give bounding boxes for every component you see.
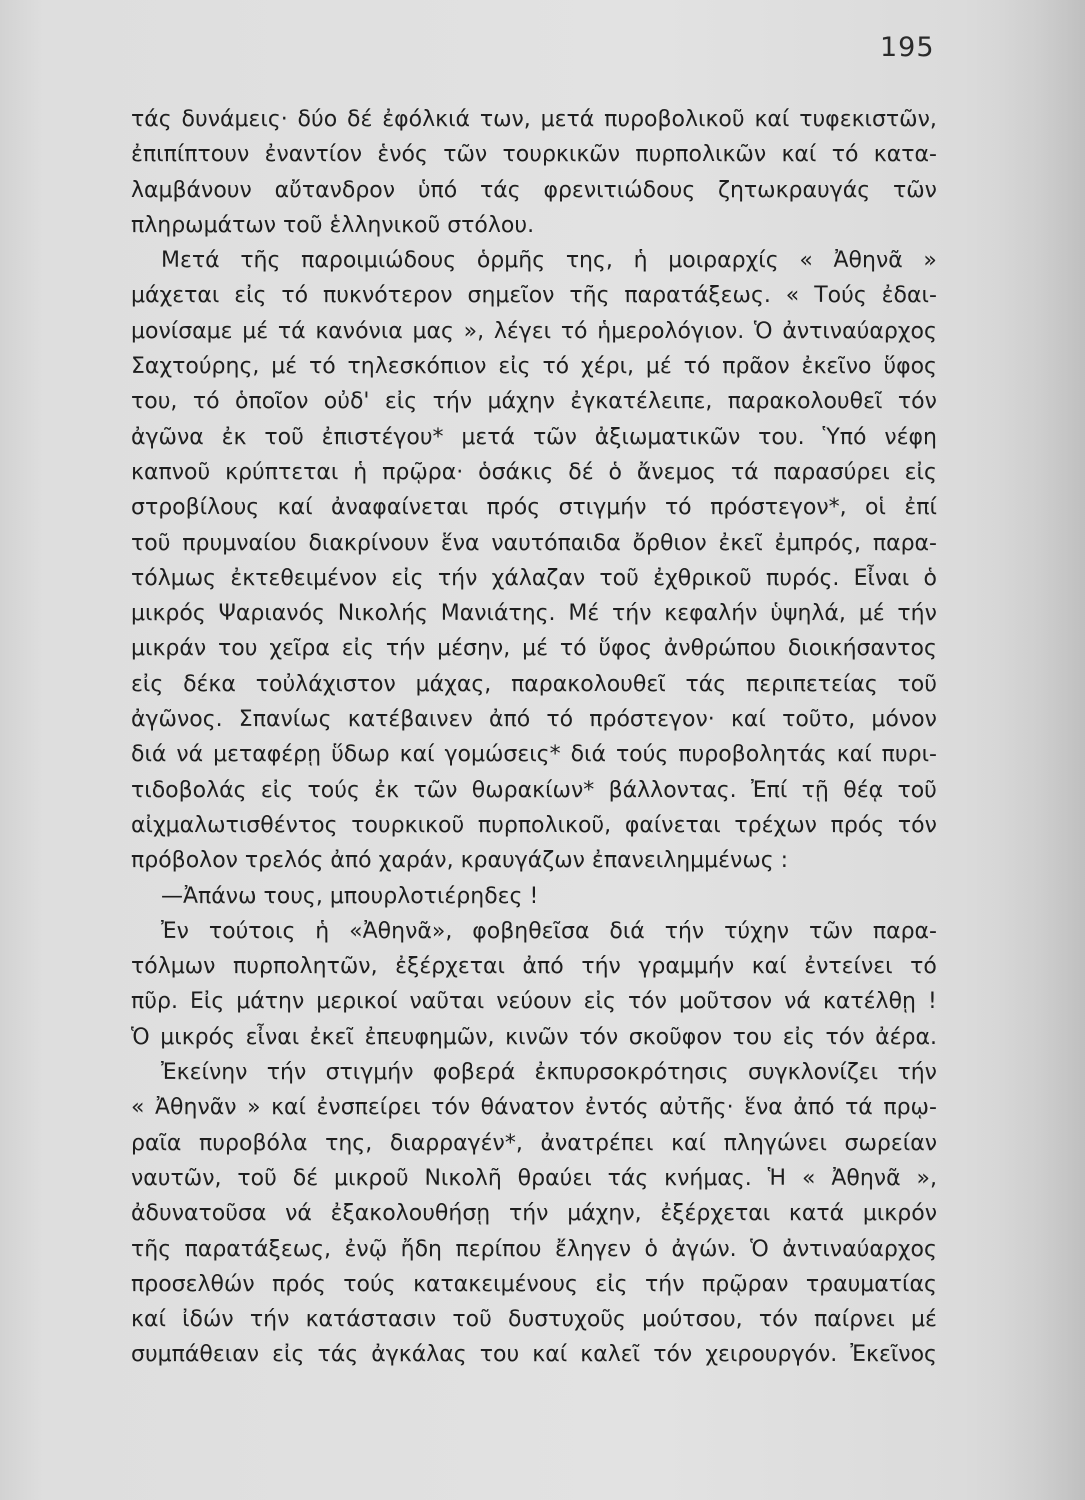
text-line: του, τό ὁποῖον οὐδ' εἰς τήν μάχην ἐγκατέλειπε, παρακολουθεῖ τόν xyxy=(131,389,937,415)
text-line: Ἐκείνην τήν στιγμήν φοβερά ἐκπυρσοκρότησις συγκλονίζει τήν xyxy=(161,1060,937,1086)
text-line: μικράν του χεῖρα εἰς τήν μέσην, μέ τό ὕφος ἀνθρώπου διοικήσαντος xyxy=(131,636,937,662)
text-line: τῆς παρατάξεως, ἐνῷ ἤδη περίπου ἔληγεν ὁ ἀγών. Ὁ ἀντιναύαρχος xyxy=(131,1236,937,1262)
text-line: τάς δυνάμεις· δύο δέ ἐφόλκιά των, μετά πυροβολικοῦ καί τυφεκιστῶν, xyxy=(131,107,937,132)
text-line: —Ἀπάνω τους, μπουρλοτιέρηδες ! xyxy=(161,883,539,909)
text-line: μονίσαμε μέ τά κανόνια μας », λέγει τό ἡμερολόγιον. Ὁ ἀντιναύαρχος xyxy=(131,318,937,344)
text-line: στροβίλους καί ἀναφαίνεται πρός στιγμήν τό πρόστεγον*, οἱ ἐπί xyxy=(131,495,937,521)
text-line: πρόβολον τρελός ἀπό χαράν, κραυγάζων ἐπανειλημμένως : xyxy=(131,848,789,874)
text-line: ἀγῶνα ἐκ τοῦ ἐπιστέγου* μετά τῶν ἀξιωματικῶν του. Ὑπό νέφη xyxy=(131,424,937,450)
text-line: εἰς δέκα τοὐλάχιστον μάχας, παρακολουθεῖ τάς περιπετείας τοῦ xyxy=(131,671,937,697)
text-line: « Ἀθηνᾶν » καί ἐνσπείρει τόν θάνατον ἐντός αὐτῆς· ἕνα ἀπό τά πρῳ- xyxy=(131,1095,937,1121)
text-line: τόλμως ἐκτεθειμένον εἰς τήν χάλαζαν τοῦ ἐχθρικοῦ πυρός. Εἶναι ὁ xyxy=(131,565,937,591)
text-line: αἰχμαλωτισθέντος τουρκικοῦ πυρπολικοῦ, φαίνεται τρέχων πρός τόν xyxy=(131,812,937,838)
text-line: ἀδυνατοῦσα νά ἐξακολουθήσῃ τήν μάχην, ἐξέρχεται κατά μικρόν xyxy=(131,1201,937,1227)
text-line: συμπάθειαν εἰς τάς ἀγκάλας του καί καλεῖ τόν χειρουργόν. Ἐκεῖνος xyxy=(131,1342,937,1368)
text-line: Ὁ μικρός εἶναι ἐκεῖ ἐπευφημῶν, κινῶν τόν σκοῦφον του εἰς τόν ἀέρα. xyxy=(131,1024,937,1050)
text-line: διά νά μεταφέρῃ ὕδωρ καί γομώσεις* διά τούς πυροβολητάς καί πυρι- xyxy=(131,742,937,768)
text-line: πῦρ. Εἰς μάτην μερικοί ναῦται νεύουν εἰς τόν μοῦτσον νά κατέλθῃ ! xyxy=(131,989,937,1015)
text-line: λαμβάνουν αὔτανδρον ὑπό τάς φρενιτιώδους ζητωκραυγάς τῶν xyxy=(131,177,937,203)
text-line: τιδοβολάς εἰς τούς ἐκ τῶν θωρακίων* βάλλοντας. Ἐπί τῇ θέᾳ τοῦ xyxy=(131,777,937,803)
body-text xyxy=(131,102,937,1373)
text-line: μικρός Ψαριανός Νικολής Μανιάτης. Μέ τήν κεφαλήν ὑψηλά, μέ τήν xyxy=(131,601,937,627)
text-line: Ἐν τούτοις ἡ «Ἀθηνᾶ», φοβηθεῖσα διά τήν τύχην τῶν παρα- xyxy=(161,918,937,944)
text-line: πληρωμάτων τοῦ ἑλληνικοῦ στόλου. xyxy=(131,212,535,238)
text-line: προσελθών πρός τούς κατακειμένους εἰς τήν πρῷραν τραυματίας xyxy=(131,1271,937,1297)
page-number: 195 xyxy=(880,32,935,63)
text-line: ἐπιπίπτουν ἐναντίον ἑνός τῶν τουρκικῶν πυρπολικῶν καί τό κατα- xyxy=(131,142,937,168)
text-line: τοῦ πρυμναίου διακρίνουν ἕνα ναυτόπαιδα ὄρθιον ἐκεῖ ἐμπρός, παρα- xyxy=(131,530,937,556)
text-line: καπνοῦ κρύπτεται ἡ πρῷρα· ὁσάκις δέ ὁ ἄνεμος τά παρασύρει εἰς xyxy=(131,459,937,485)
text-line: ραῖα πυροβόλα της, διαρραγέν*, ἀνατρέπει καί πληγώνει σωρείαν xyxy=(131,1130,937,1156)
text-line: ἀγῶνος. Σπανίως κατέβαινεν ἀπό τό πρόστεγον· καί τοῦτο, μόνον xyxy=(131,707,937,733)
text-line: μάχεται εἰς τό πυκνότερον σημεῖον τῆς παρατάξεως. « Τούς ἐδαι- xyxy=(131,283,937,309)
text-line: Μετά τῆς παροιμιώδους ὁρμῆς της, ἡ μοιραρχίς « Ἀθηνᾶ » xyxy=(161,248,937,274)
text-line: καί ἰδών τήν κατάστασιν τοῦ δυστυχοῦς μούτσου, τόν παίρνει μέ xyxy=(131,1307,937,1333)
page-edge-shadow xyxy=(965,0,1085,1500)
text-line: Σαχτούρης, μέ τό τηλεσκόπιον εἰς τό χέρι, μέ τό πρᾶον ἐκεῖνο ὕφος xyxy=(131,354,937,380)
text-line: ναυτῶν, τοῦ δέ μικροῦ Νικολῆ θραύει τάς κνήμας. Ἡ « Ἀθηνᾶ », xyxy=(131,1165,937,1191)
text-line: τόλμων πυρπολητῶν, ἐξέρχεται ἀπό τήν γραμμήν καί ἐντείνει τό xyxy=(131,954,937,980)
